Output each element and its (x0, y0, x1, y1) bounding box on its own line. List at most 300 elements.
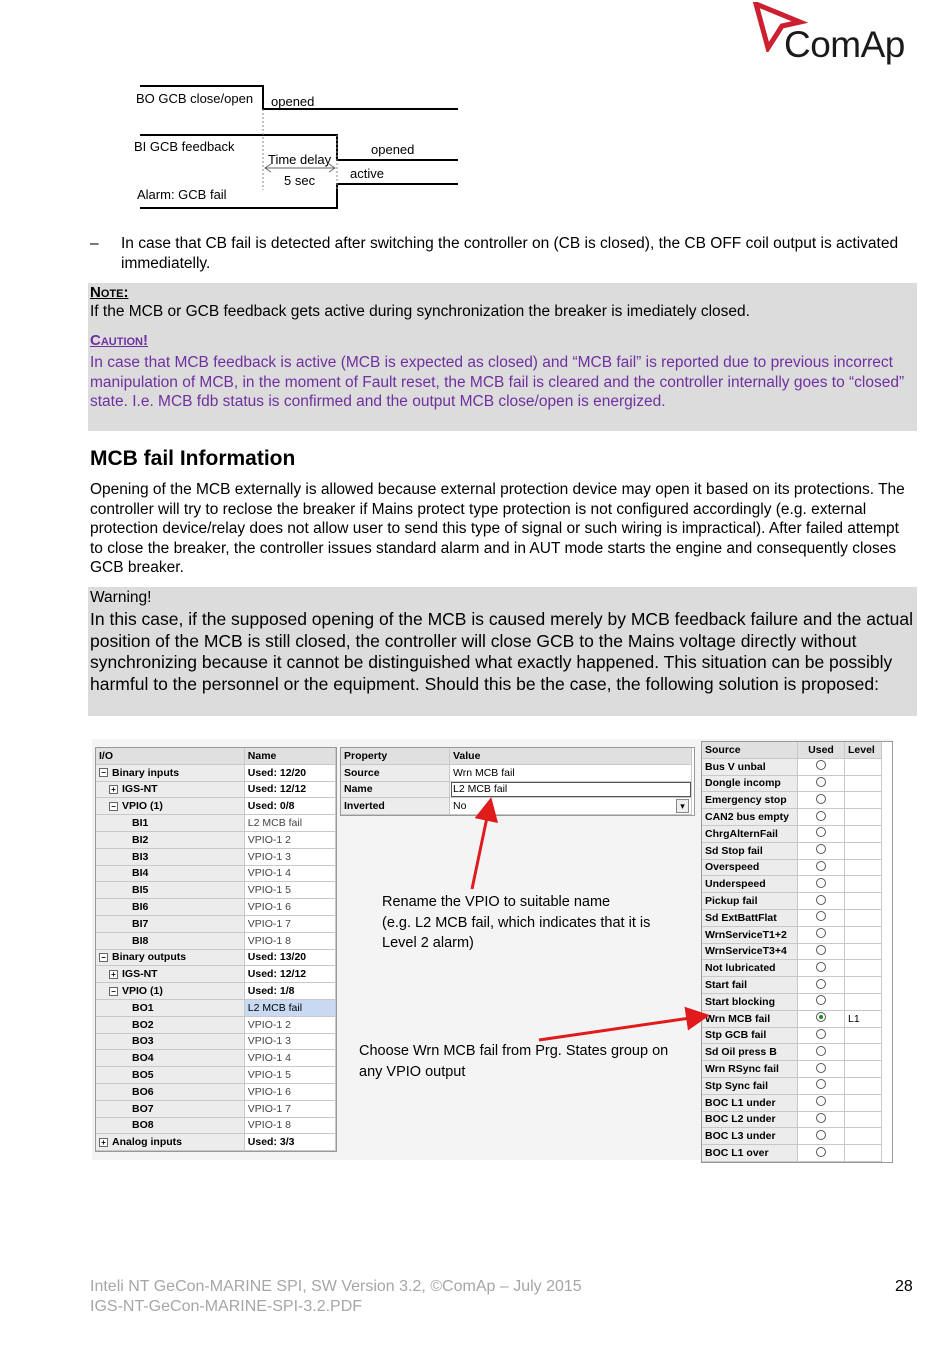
src-row-name-text: Emergency stop (705, 794, 787, 807)
io-row[interactable] (96, 781, 336, 798)
io-row-value-text: L2 MCB fail (247, 817, 303, 830)
prop-header-value-text: Value (453, 749, 481, 762)
io-row-label-text: IGS-NT (122, 968, 158, 981)
src-row[interactable] (702, 909, 882, 926)
io-row-label[interactable] (96, 1117, 244, 1134)
src-row-used[interactable] (798, 977, 845, 994)
io-row-label-text: Binary outputs (112, 951, 187, 964)
io-row-value[interactable] (244, 781, 335, 798)
prop-row-value[interactable] (450, 764, 692, 781)
io-row[interactable] (96, 966, 336, 983)
io-row-label-text: BI3 (132, 850, 149, 863)
io-row[interactable] (96, 815, 336, 832)
prop-header-row (341, 748, 692, 764)
src-row-used[interactable] (798, 1128, 845, 1145)
src-row[interactable] (702, 977, 882, 994)
io-row-label[interactable] (96, 966, 244, 983)
src-row-name[interactable] (702, 926, 798, 943)
property-table (340, 747, 695, 816)
src-row-level[interactable] (845, 1111, 882, 1128)
io-row-value-text: VPIO-1 3 (247, 1035, 291, 1048)
io-row[interactable] (96, 1083, 336, 1100)
src-row-name[interactable] (702, 1044, 798, 1061)
prop-header-property-text: Property (344, 749, 388, 762)
src-row-used[interactable] (798, 909, 845, 926)
radio-button[interactable] (816, 1096, 826, 1106)
io-row-label[interactable] (96, 798, 244, 815)
src-row-name-text: Overspeed (705, 861, 760, 874)
src-row[interactable] (702, 1128, 882, 1145)
src-row-name-text: BOC L2 under (705, 1113, 776, 1126)
src-row-name[interactable] (702, 1010, 798, 1027)
io-row-value[interactable] (244, 848, 335, 865)
io-row[interactable] (96, 865, 336, 882)
io-row-value[interactable] (244, 865, 335, 882)
io-row-value[interactable] (244, 966, 335, 983)
src-row[interactable] (702, 1044, 882, 1061)
src-row-name[interactable] (702, 960, 798, 977)
io-row-label[interactable] (96, 1016, 244, 1033)
io-row-label[interactable] (96, 865, 244, 882)
io-row-value-text: Used: 3/3 (247, 1136, 295, 1149)
io-row-value-text: VPIO-1 4 (247, 867, 291, 880)
prop-row-value[interactable] (450, 781, 692, 798)
io-row-label[interactable] (96, 915, 244, 932)
src-row-used[interactable] (798, 926, 845, 943)
src-row-level[interactable] (845, 809, 882, 826)
src-row-used[interactable] (798, 893, 845, 910)
io-row[interactable] (96, 882, 336, 899)
io-row-label[interactable] (96, 815, 244, 832)
radio-button[interactable] (816, 979, 826, 989)
io-row-label[interactable] (96, 831, 244, 848)
src-row[interactable] (702, 960, 882, 977)
radio-button[interactable] (816, 1029, 826, 1039)
src-row-used[interactable] (798, 1044, 845, 1061)
src-row-used[interactable] (798, 1111, 845, 1128)
radio-button[interactable] (816, 1147, 826, 1157)
src-row-level[interactable] (845, 1094, 882, 1111)
callout-rename-line: (e.g. L2 MCB fail, which indicates that it is (382, 914, 651, 931)
io-row-value[interactable] (244, 932, 335, 949)
src-row-name[interactable] (702, 943, 798, 960)
src-row-name[interactable] (702, 809, 798, 826)
page-number: 28 (895, 1278, 913, 1295)
io-header-io-text: I/O (99, 749, 114, 762)
io-row-label[interactable] (96, 781, 244, 798)
io-row[interactable] (96, 1016, 336, 1033)
src-row[interactable] (702, 775, 882, 792)
radio-button[interactable] (816, 760, 826, 770)
src-row-name[interactable] (702, 977, 798, 994)
src-row-level[interactable] (845, 909, 882, 926)
src-row-name[interactable] (702, 775, 798, 792)
prop-header-property[interactable] (341, 748, 450, 764)
src-row-level[interactable] (845, 893, 882, 910)
io-row-value[interactable] (244, 899, 335, 916)
prop-row-label[interactable] (341, 781, 450, 798)
radio-button[interactable] (816, 794, 826, 804)
expand-icon[interactable]: + (109, 785, 118, 794)
io-row-label[interactable] (96, 999, 244, 1016)
arrow-to-wrn-mcb-fail (539, 1016, 704, 1040)
src-row[interactable] (702, 893, 882, 910)
io-row-value[interactable] (244, 798, 335, 815)
logo-text: ComAp (784, 24, 905, 65)
src-row-level[interactable] (845, 842, 882, 859)
io-row-value[interactable] (244, 1033, 335, 1050)
src-row-used[interactable] (798, 960, 845, 977)
src-row[interactable] (702, 876, 882, 893)
src-row-name-text: Pickup fail (705, 895, 758, 908)
src-row[interactable] (702, 926, 882, 943)
io-row-value[interactable] (244, 1083, 335, 1100)
radio-button[interactable] (816, 1063, 826, 1073)
io-row-value-text: VPIO-1 2 (247, 1018, 291, 1031)
radio-button[interactable] (816, 1079, 826, 1089)
io-row-value-text: VPIO-1 8 (247, 934, 291, 947)
radio-button[interactable] (816, 878, 826, 888)
io-row[interactable] (96, 1117, 336, 1134)
io-row-value[interactable] (244, 1016, 335, 1033)
caution-title: Caution! (90, 332, 148, 349)
prop-row[interactable] (341, 781, 692, 798)
collapse-icon[interactable]: − (109, 802, 118, 811)
src-header-level-text: Level (848, 743, 875, 756)
io-row[interactable] (96, 798, 336, 815)
src-row-name-text: Sd ExtBattFlat (705, 911, 777, 924)
io-row-value-text: VPIO-1 6 (247, 1085, 291, 1098)
expand-icon[interactable]: + (109, 970, 118, 979)
prop-row[interactable] (341, 798, 692, 815)
io-row-value[interactable] (244, 999, 335, 1016)
src-row-name-text: CAN2 bus empty (705, 811, 790, 824)
src-row-name[interactable] (702, 842, 798, 859)
src-row-level[interactable] (845, 825, 882, 842)
io-row-label[interactable] (96, 983, 244, 1000)
radio-button[interactable] (816, 827, 826, 837)
src-row-level[interactable] (845, 926, 882, 943)
src-row-level[interactable] (845, 1061, 882, 1078)
io-row[interactable] (96, 1033, 336, 1050)
src-row[interactable] (702, 1094, 882, 1111)
collapse-icon[interactable]: − (109, 987, 118, 996)
src-row-level[interactable] (845, 977, 882, 994)
src-row-used[interactable] (798, 876, 845, 893)
comap-logo (752, 2, 905, 74)
src-row-name[interactable] (702, 1128, 798, 1145)
io-row-label[interactable] (96, 932, 244, 949)
io-row-label[interactable] (96, 848, 244, 865)
io-row-value-text: Used: 12/20 (247, 766, 307, 779)
radio-button[interactable] (816, 911, 826, 921)
io-row[interactable] (96, 1050, 336, 1067)
src-row-level[interactable] (845, 876, 882, 893)
src-row-name[interactable] (702, 1027, 798, 1044)
io-row-label[interactable] (96, 1134, 244, 1151)
src-row-used[interactable] (798, 993, 845, 1010)
radio-button[interactable] (816, 962, 826, 972)
io-row-value-text: VPIO-1 7 (247, 917, 291, 930)
io-header-name-text: Name (247, 749, 277, 762)
io-row[interactable] (96, 932, 336, 949)
prop-row-label[interactable] (341, 798, 450, 815)
prop-row-label[interactable] (341, 764, 450, 781)
io-row[interactable] (96, 1067, 336, 1084)
src-row-used[interactable] (798, 1027, 845, 1044)
io-row-value[interactable] (244, 764, 335, 781)
src-row[interactable] (702, 1061, 882, 1078)
io-row-label[interactable] (96, 882, 244, 899)
radio-button[interactable] (816, 777, 826, 787)
io-row-value-text: VPIO-1 8 (247, 1119, 291, 1132)
src-row-used[interactable] (798, 1145, 845, 1162)
io-row-value[interactable] (244, 882, 335, 899)
prop-row-value[interactable] (450, 798, 692, 815)
src-row[interactable] (702, 943, 882, 960)
io-row-value[interactable] (244, 949, 335, 966)
note-box (88, 283, 917, 431)
io-row-value[interactable] (244, 1100, 335, 1117)
io-row-value[interactable] (244, 1117, 335, 1134)
src-row-level[interactable] (845, 859, 882, 876)
warning-box (88, 587, 917, 716)
io-row[interactable] (96, 949, 336, 966)
radio-button[interactable] (816, 1113, 826, 1123)
src-header-source[interactable] (702, 742, 798, 758)
src-row-level[interactable] (845, 1010, 882, 1027)
src-row-used[interactable] (798, 1077, 845, 1094)
src-row-name[interactable] (702, 825, 798, 842)
src-row[interactable] (702, 825, 882, 842)
src-row-used[interactable] (798, 842, 845, 859)
callout-rename-line: Rename the VPIO to suitable name (382, 894, 611, 910)
io-row-value-text: VPIO-1 2 (247, 833, 291, 846)
collapse-icon[interactable]: − (99, 768, 108, 777)
src-row-level[interactable] (845, 943, 882, 960)
src-row-name[interactable] (702, 893, 798, 910)
io-row-value-text: VPIO-1 7 (247, 1102, 291, 1115)
io-row-label-text: BO8 (132, 1119, 154, 1132)
src-row-name-text: Stp Sync fail (705, 1079, 769, 1092)
src-header-source-text: Source (705, 743, 741, 756)
src-row-level[interactable] (845, 1044, 882, 1061)
io-row-label-text: VPIO (1) (122, 800, 163, 813)
src-row-name[interactable] (702, 859, 798, 876)
src-row-level[interactable] (845, 1027, 882, 1044)
radio-button[interactable] (816, 945, 826, 955)
warning-title: Warning! (90, 589, 152, 606)
radio-button[interactable] (816, 1130, 826, 1140)
io-row[interactable] (96, 899, 336, 916)
src-row-name[interactable] (702, 1094, 798, 1111)
src-row-name-text: Sd Oil press B (705, 1046, 777, 1059)
src-row-used[interactable] (798, 859, 845, 876)
source-table (701, 741, 893, 1163)
src-row-used[interactable] (798, 1094, 845, 1111)
bo-label: BO GCB close/open (136, 91, 254, 106)
io-row-label[interactable] (96, 1067, 244, 1084)
radio-button[interactable] (816, 844, 826, 854)
io-row-value[interactable] (244, 983, 335, 1000)
dropdown-arrow-icon[interactable]: ▾ (676, 799, 689, 813)
io-row-value[interactable] (244, 1067, 335, 1084)
io-header-name[interactable] (244, 748, 335, 764)
io-table (95, 747, 337, 1152)
src-row[interactable] (702, 993, 882, 1010)
io-row[interactable] (96, 1100, 336, 1117)
callout-rename-line: Level 2 alarm) (382, 935, 474, 951)
src-row-name-text: Sd Stop fail (705, 844, 763, 857)
src-row-name-text: ChrgAlternFail (705, 827, 778, 840)
radio-button[interactable] (816, 895, 826, 905)
radio-button[interactable] (816, 928, 826, 938)
io-row-label-text: VPIO (1) (122, 985, 163, 998)
section-paragraph: Opening of the MCB externally is allowed because external protection device may open it based on its protections. The controller will try to reclose the breaker if Mains protect type protection is not configured accordingly (e.g. external protection device/relay does not allow user to send this type of signal or such wiring is impractical). After failed attempt to close the breaker, the controller issues standard alarm and in AUT mode starts the engine and consequently closes GCB breaker. (90, 481, 905, 577)
io-row-value[interactable] (244, 1134, 335, 1151)
src-row-level[interactable] (845, 758, 882, 775)
src-row[interactable] (702, 758, 882, 775)
io-row-label-text: BO1 (132, 1001, 154, 1014)
io-row-value[interactable] (244, 1050, 335, 1067)
src-row-name-text: WrnServiceT1+2 (705, 928, 787, 941)
src-row-level-text: L1 (848, 1012, 860, 1025)
src-row-name[interactable] (702, 876, 798, 893)
io-row-label[interactable] (96, 899, 244, 916)
io-row[interactable] (96, 1134, 336, 1151)
io-row-label[interactable] (96, 1083, 244, 1100)
io-row-label-text: BO6 (132, 1085, 154, 1098)
src-header-used-text: Used (808, 743, 834, 756)
src-row-name-text: BOC L3 under (705, 1130, 776, 1143)
io-header-io[interactable] (96, 748, 244, 764)
src-row-name[interactable] (702, 1061, 798, 1078)
io-row[interactable] (96, 915, 336, 932)
src-row-used[interactable] (798, 1010, 845, 1027)
io-row[interactable] (96, 999, 336, 1016)
src-row-used[interactable] (798, 1061, 845, 1078)
src-row[interactable] (702, 859, 882, 876)
src-row-level[interactable] (845, 1128, 882, 1145)
src-row-name[interactable] (702, 909, 798, 926)
io-row[interactable] (96, 848, 336, 865)
io-row[interactable] (96, 764, 336, 781)
src-row-used[interactable] (798, 809, 845, 826)
src-row-level[interactable] (845, 775, 882, 792)
src-header-used[interactable] (798, 742, 845, 758)
bo-opened-label: opened (271, 94, 315, 109)
src-row-level[interactable] (845, 960, 882, 977)
io-row-value-text: VPIO-1 4 (247, 1052, 291, 1065)
src-row-name-text: WrnServiceT3+4 (705, 945, 787, 958)
io-row-label-text: BI1 (132, 817, 149, 830)
src-row-name[interactable] (702, 1077, 798, 1094)
footer-filename: IGS-NT-GeCon-MARINE-SPI-3.2.PDF (90, 1298, 363, 1315)
src-row-name[interactable] (702, 758, 798, 775)
io-row-value-text: VPIO-1 5 (247, 884, 291, 897)
src-row[interactable] (702, 1145, 882, 1162)
src-row-name[interactable] (702, 792, 798, 809)
radio-button[interactable] (816, 995, 826, 1005)
src-row[interactable] (702, 1111, 882, 1128)
src-row-name[interactable] (702, 993, 798, 1010)
src-row-level[interactable] (845, 792, 882, 809)
io-row-label-text: BO3 (132, 1035, 154, 1048)
bullet-dash: – (90, 235, 99, 252)
src-row[interactable] (702, 809, 882, 826)
src-row-level[interactable] (845, 1077, 882, 1094)
io-row-value-text: VPIO-1 5 (247, 1069, 291, 1082)
src-row-used[interactable] (798, 775, 845, 792)
io-row-label[interactable] (96, 764, 244, 781)
io-row-value-text: Used: 0/8 (247, 800, 295, 813)
io-row-label-text: BI5 (132, 884, 149, 897)
src-row-used[interactable] (798, 943, 845, 960)
src-row-level[interactable] (845, 993, 882, 1010)
io-row-value-text: Used: 13/20 (247, 951, 307, 964)
src-row[interactable] (702, 1077, 882, 1094)
prop-header-value[interactable] (450, 748, 692, 764)
io-row-value[interactable] (244, 831, 335, 848)
io-row-label[interactable] (96, 1050, 244, 1067)
bullet-item (90, 234, 915, 273)
expand-icon[interactable]: + (99, 1138, 108, 1147)
io-row-label[interactable] (96, 1100, 244, 1117)
io-row-label-text: BO4 (132, 1052, 154, 1065)
active-label: active (350, 166, 384, 181)
src-row-name-text: BOC L1 under (705, 1096, 776, 1109)
radio-button[interactable] (816, 1046, 826, 1056)
prop-row-label-text: Inverted (344, 800, 385, 813)
io-row-label-text: BO2 (132, 1018, 154, 1031)
bullet-text: In case that CB fail is detected after switching the controller on (CB is closed), the CB OFF coil output is activated immediatelly. (121, 235, 899, 272)
src-row-used[interactable] (798, 825, 845, 842)
src-row-name[interactable] (702, 1111, 798, 1128)
src-row[interactable] (702, 842, 882, 859)
src-row-used[interactable] (798, 792, 845, 809)
io-row-label[interactable] (96, 1033, 244, 1050)
src-row[interactable] (702, 1027, 882, 1044)
configuration-screenshot (92, 739, 892, 1160)
collapse-icon[interactable]: − (99, 953, 108, 962)
src-row-name-text: Bus V unbal (705, 760, 766, 773)
radio-button[interactable] (816, 1012, 826, 1022)
src-row-name-text: Start blocking (705, 995, 776, 1008)
src-row-name-text: Start fail (705, 979, 748, 992)
io-row-value-text: L2 MCB fail (247, 1001, 303, 1014)
alarm-label: Alarm: GCB fail (137, 187, 227, 202)
prop-row-value-text: No (453, 800, 467, 813)
src-row-level[interactable] (845, 1145, 882, 1162)
src-row[interactable] (702, 1010, 882, 1027)
prop-row-label-text: Name (344, 783, 373, 796)
src-row[interactable] (702, 792, 882, 809)
io-row-value[interactable] (244, 915, 335, 932)
io-row-label-text: BO7 (132, 1102, 154, 1115)
src-row-name[interactable] (702, 1145, 798, 1162)
radio-button[interactable] (816, 811, 826, 821)
io-row[interactable] (96, 983, 336, 1000)
io-row-value-text: VPIO-1 6 (247, 901, 291, 914)
src-row-name-text: BOC L1 over (705, 1147, 769, 1160)
io-row-label[interactable] (96, 949, 244, 966)
prop-row[interactable] (341, 764, 692, 781)
radio-button[interactable] (816, 861, 826, 871)
io-row[interactable] (96, 831, 336, 848)
io-row-value[interactable] (244, 815, 335, 832)
src-row-used[interactable] (798, 758, 845, 775)
src-header-level[interactable] (845, 742, 882, 758)
